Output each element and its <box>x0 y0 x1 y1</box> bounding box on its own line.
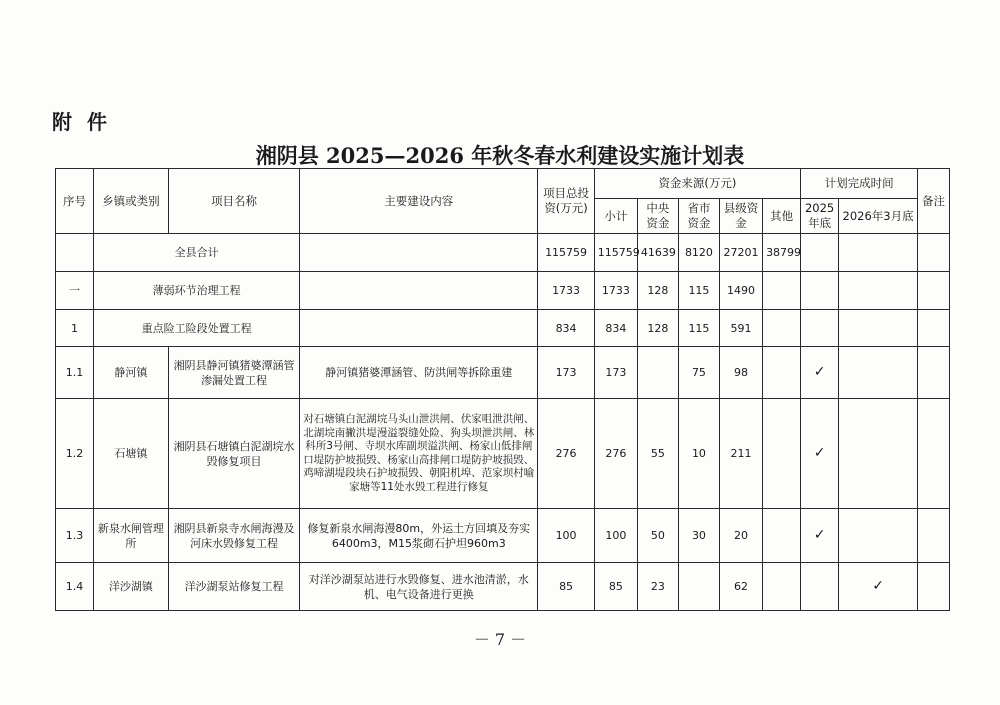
header-central: 中央资金 <box>637 199 678 234</box>
summary-provincial: 115 <box>678 310 719 347</box>
header-plan-time: 计划完成时间 <box>801 169 918 199</box>
check-icon: ✓ <box>801 399 839 509</box>
header-project: 项目名称 <box>168 169 299 234</box>
plan-table <box>55 168 950 611</box>
row-county: 98 <box>719 347 762 399</box>
summary-investment: 1733 <box>538 272 594 310</box>
summary-investment: 834 <box>538 310 594 347</box>
row-content: 静河镇猪婆潭涵管、防洪闸等拆除重建 <box>300 347 538 399</box>
row-investment: 100 <box>538 509 594 563</box>
row-subtotal: 100 <box>594 509 637 563</box>
row-remark <box>918 509 950 563</box>
row-provincial <box>678 563 719 611</box>
row-town: 石塘镇 <box>93 399 168 509</box>
row-other <box>763 347 801 399</box>
summary-seq: 一 <box>56 272 94 310</box>
header-subtotal: 小计 <box>594 199 637 234</box>
summary-investment: 115759 <box>538 234 594 272</box>
row-mar-2026 <box>839 399 918 509</box>
summary-provincial: 115 <box>678 272 719 310</box>
row-town: 静河镇 <box>93 347 168 399</box>
header-investment: 项目总投资(万元) <box>538 169 594 234</box>
table-row <box>56 347 950 399</box>
row-end-2025 <box>801 563 839 611</box>
summary-name: 全县合计 <box>93 234 299 272</box>
row-subtotal: 85 <box>594 563 637 611</box>
table-row <box>56 563 950 611</box>
header-content: 主要建设内容 <box>300 169 538 234</box>
header-seq: 序号 <box>56 169 94 234</box>
summary-name: 薄弱环节治理工程 <box>93 272 299 310</box>
summary-subtotal: 1733 <box>594 272 637 310</box>
summary-county: 591 <box>719 310 762 347</box>
summary-central: 128 <box>637 272 678 310</box>
row-other <box>763 563 801 611</box>
row-investment: 85 <box>538 563 594 611</box>
row-content: 修复新泉水闸海漫80m，外运土方回填及夯实6400m3，M15浆砌石护坦960m3 <box>300 509 538 563</box>
table-row <box>56 399 950 509</box>
summary-row-total <box>56 234 950 272</box>
row-town: 新泉水闸管理所 <box>93 509 168 563</box>
header-funding: 资金来源(万元) <box>594 169 800 199</box>
summary-seq: 1 <box>56 310 94 347</box>
summary-content <box>300 272 538 310</box>
row-county: 20 <box>719 509 762 563</box>
row-provincial: 75 <box>678 347 719 399</box>
header-county: 县级资金 <box>719 199 762 234</box>
header-mar-2026: 2026年3月底 <box>839 199 918 234</box>
summary-seq <box>56 234 94 272</box>
row-project: 湘阴县新泉寺水闸海漫及河床水毁修复工程 <box>168 509 299 563</box>
row-central: 55 <box>637 399 678 509</box>
summary-other <box>763 272 801 310</box>
row-remark <box>918 347 950 399</box>
attachment-label: 附 件 <box>52 110 111 134</box>
row-county: 211 <box>719 399 762 509</box>
header-town: 乡镇或类别 <box>93 169 168 234</box>
summary-row-weak-links <box>56 272 950 310</box>
summary-county: 1490 <box>719 272 762 310</box>
row-seq: 1.2 <box>56 399 94 509</box>
row-content: 对石塘镇白泥湖垸马头山泄洪闸、伏家咀泄洪闸、北湖垸南撇洪堤漫溢裂缝处险、狗头坝泄洪闸、林科所3号闸、寺坝水库副坝溢洪闸、杨家山低排闸口堤防护坡损毁、杨家山高排闸口堤防护坡损毁、鸡啼湖堤段块石护坡损毁、朝阳机埠、范家坝村喻家塘等11处水毁工程进行修复 <box>300 399 538 509</box>
row-subtotal: 173 <box>594 347 637 399</box>
row-investment: 173 <box>538 347 594 399</box>
summary-subtotal: 115759 <box>594 234 637 272</box>
summary-other: 38799 <box>763 234 801 272</box>
check-icon: ✓ <box>801 347 839 399</box>
row-seq: 1.4 <box>56 563 94 611</box>
check-icon: ✓ <box>839 563 918 611</box>
page-number: － 7 － <box>473 630 527 649</box>
summary-provincial: 8120 <box>678 234 719 272</box>
row-content: 对洋沙湖泵站进行水毁修复、进水池清淤，水机、电气设备进行更换 <box>300 563 538 611</box>
row-central: 23 <box>637 563 678 611</box>
summary-content <box>300 310 538 347</box>
summary-county: 27201 <box>719 234 762 272</box>
row-provincial: 10 <box>678 399 719 509</box>
row-remark <box>918 399 950 509</box>
document-title: 湘阴县 2025—2026 年秋冬春水利建设实施计划表 <box>255 143 745 168</box>
row-town: 洋沙湖镇 <box>93 563 168 611</box>
row-mar-2026 <box>839 347 918 399</box>
header-remark: 备注 <box>918 169 950 234</box>
header-provincial: 省市资金 <box>678 199 719 234</box>
summary-name: 重点险工险段处置工程 <box>93 310 299 347</box>
row-other <box>763 509 801 563</box>
row-remark <box>918 563 950 611</box>
row-seq: 1.3 <box>56 509 94 563</box>
row-central: 50 <box>637 509 678 563</box>
summary-central: 128 <box>637 310 678 347</box>
row-project: 湘阴县石塘镇白泥湖垸水毁修复项目 <box>168 399 299 509</box>
row-investment: 276 <box>538 399 594 509</box>
row-project: 洋沙湖泵站修复工程 <box>168 563 299 611</box>
row-seq: 1.1 <box>56 347 94 399</box>
row-provincial: 30 <box>678 509 719 563</box>
row-other <box>763 399 801 509</box>
summary-other <box>763 310 801 347</box>
row-project: 湘阴县静河镇猪婆潭涵管渗漏处置工程 <box>168 347 299 399</box>
summary-subtotal: 834 <box>594 310 637 347</box>
check-icon: ✓ <box>801 509 839 563</box>
header-other: 其他 <box>763 199 801 234</box>
summary-central: 41639 <box>637 234 678 272</box>
summary-content <box>300 234 538 272</box>
table-row <box>56 509 950 563</box>
row-county: 62 <box>719 563 762 611</box>
row-subtotal: 276 <box>594 399 637 509</box>
header-row-1 <box>56 169 950 199</box>
row-central <box>637 347 678 399</box>
row-mar-2026 <box>839 509 918 563</box>
summary-row-key-hazards <box>56 310 950 347</box>
header-end-2025: 2025年底 <box>801 199 839 234</box>
